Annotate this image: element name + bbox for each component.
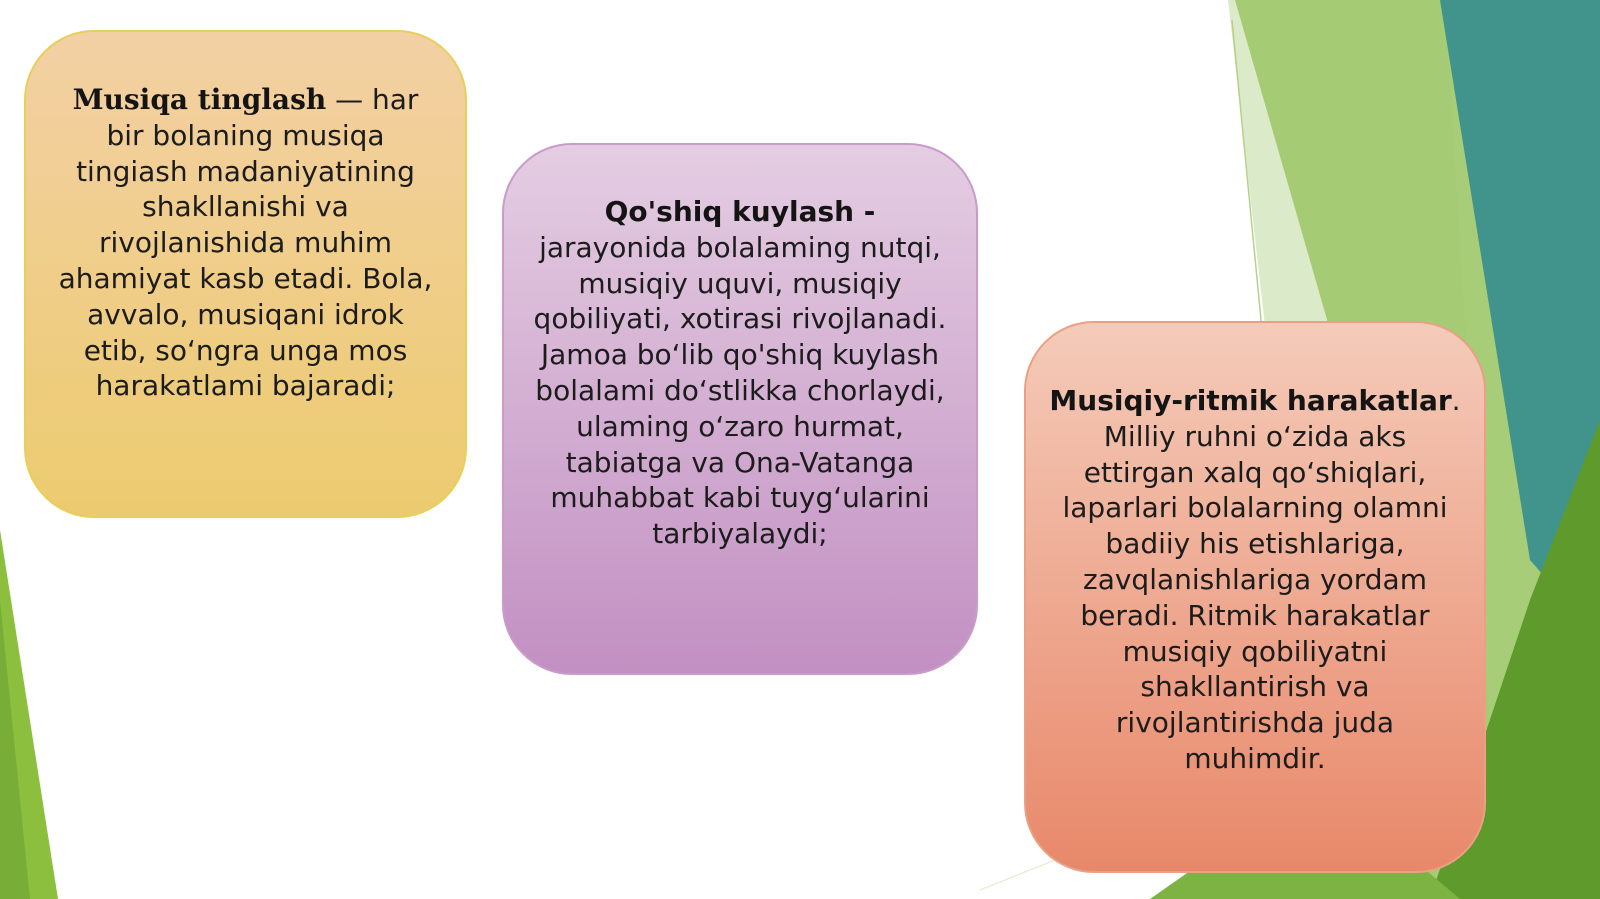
card-1-heading: Musiqa tinglash [72,83,327,116]
card-rhythmic-movements [1024,321,1486,873]
card-2-text: jarayonida bolalaming nutqi, musiqiy uquvi, musiqiy qobiliyati, xotirasi rivojlanadi. Jamoa bo‘lib qo'shiq kuylash bolalami do‘stlikka chorlaydi, ulaming o‘zaro hurmat, tabiatga va Ona-Vatanga muhabbat kabi tuyg‘ularini tarbiyalaydi; [533,230,947,551]
card-song-singing [502,143,978,675]
card-3-text: . Milliy ruhni o‘zida aks ettirgan xalq qo‘shiqlari, laparlari bolalarning olamni badiiy his etishlariga, zavqlanishlariga yordam beradi. Ritmik harakatlar musiqiy qobiliyatni shakllantirish va rivojlantirishda juda muhimdir. [1062,384,1461,775]
card-2-heading: Qo'shiq kuylash - [604,195,876,228]
card-1-text: — har bir bolaning musiqa tingiash madaniyatining shakllanishi va rivojlanishida muhim ahamiyat kasb etadi. Bola, avvalo, musiqani idrok etib, so‘ngra unga mos harakatlami bajaradi; [58,83,433,403]
card-music-listening [24,30,467,518]
card-3-heading: Musiqiy-ritmik harakatlar [1049,384,1452,417]
